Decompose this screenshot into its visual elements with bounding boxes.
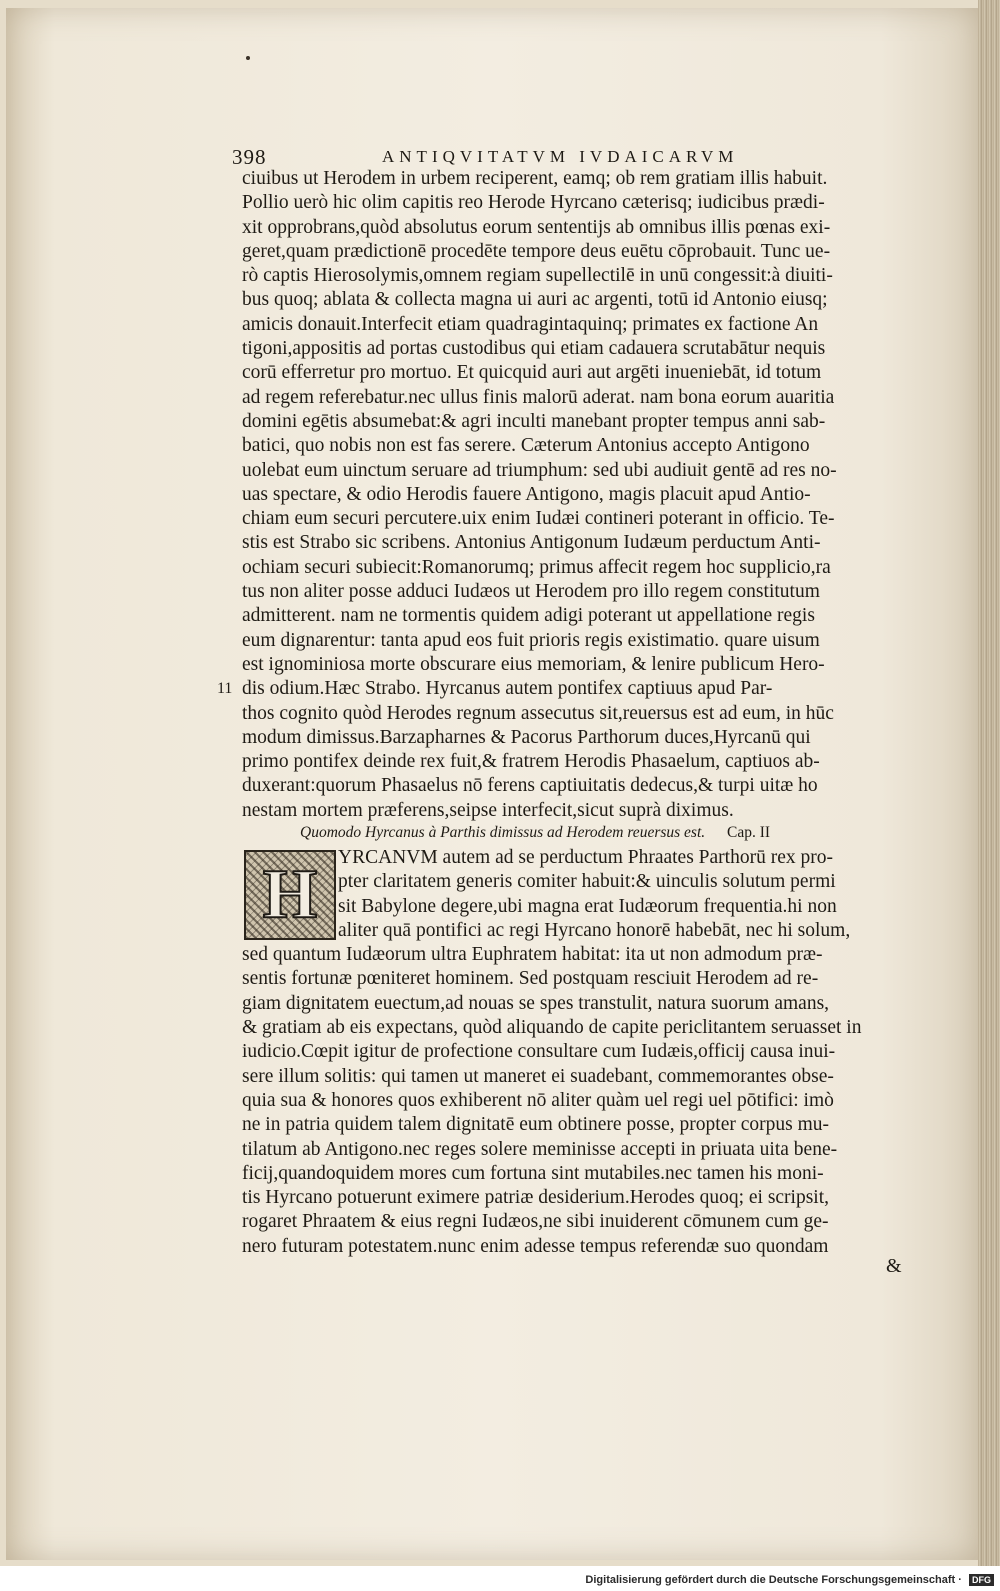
chapter-heading: [300, 824, 860, 846]
dfg-logo: DFG: [969, 1574, 994, 1586]
text-line: Pollio uerò hic olim capitis reo Herode Hyrcano cæterisq; iudicibus prædi-: [242, 192, 825, 214]
text-line: ciuibus ut Herodem in urbem reciperent, eamq; ob rem gratiam illis habuit.: [242, 168, 828, 189]
text-line: rò captis Hierosolymis,omnem regiam supellectilē in unū congessit:à diuiti-: [242, 265, 833, 287]
page-edges: [978, 0, 1000, 1566]
text-line: ficij,quandoquidem mores cum fortuna sint mutabiles.nec tamen his moni-: [242, 1162, 824, 1184]
page-header: [232, 145, 792, 169]
text-line: tis Hyrcano potuerunt eximere patriæ desiderium.Herodes quoq; ei scripsit,: [242, 1187, 830, 1209]
margin-number: 11: [217, 680, 233, 697]
text-line: duxerant:quorum Phasaelus nō ferens captiuitatis dedecus,& turpi uitæ ho: [242, 775, 818, 797]
text-line: nero futuram potestatem.nunc enim adesse tempus referendæ suo quondam: [242, 1235, 829, 1257]
text-line: giam dignitatem euectum,ad nouas se spes transtulit, natura suorum amans,: [242, 992, 830, 1014]
text-line: primo pontifex deinde rex fuit,& fratrem Herodis Phasaelum, captiuos ab-: [242, 751, 820, 773]
ink-spot: [246, 56, 250, 60]
text-line: rogaret Phraatem & eius regni Iudæos,ne sibi inuiderent cōmunem cum ge-: [242, 1211, 829, 1233]
text-line: chiam eum securi percutere.uix enim Iudæi contineri poterant in officio. Te-: [242, 508, 835, 530]
text-line: iudicio.Cœpit igitur de profectione consultare cum Iudæis,officij causa inui-: [242, 1041, 836, 1063]
catchword: &: [886, 1255, 902, 1277]
text-line: ochiam securi subiecit:Romanorumq; primus affecit regem hoc supplicio,ra: [242, 556, 831, 578]
text-line: geret,quam prædictionē procedēte tempore deus euētu cōprobauit. Tunc ue-: [242, 240, 831, 262]
text-line: ad regem referebatur.nec ullus finis malorū aderat. nam bona eorum auaritia: [242, 386, 835, 408]
initial-letter: H: [262, 856, 318, 933]
text-line: dis odium.Hæc Strabo. Hyrcanus autem pontifex captiuus apud Par-: [242, 678, 773, 700]
text-line: YRCANVM autem ad se perductum Phraates Parthorū rex pro-: [338, 847, 833, 868]
text-line: sere illum solitis: qui tamen ut maneret ei suadebant, commemorantes obse-: [242, 1065, 834, 1087]
text-line: xit opprobrans,quòd absolutus eorum sententijs ab omnibus illis pœnas exi-: [242, 216, 831, 238]
folio-number: 398: [232, 145, 267, 169]
text-line: bus quoq; ablata & collecta magna ui auri ac argenti, totū id Antonio eiusq;: [242, 289, 828, 311]
text-line: admitterent. nam ne tormentis quidem adigi poterant ut appellatione regis: [242, 605, 815, 627]
chapter-number: Cap. II: [727, 824, 771, 841]
text-line: tus non aliter posse adduci Iudæos ut Herodem pro illo regem constitutum: [242, 581, 820, 603]
text-line: sit Babylone degere,ubi magna erat Iudæorum frequentia.hi non: [338, 895, 837, 917]
running-title: ANTIQVITATVM IVDAICARVM: [382, 147, 739, 166]
text-line: est ignominiosa morte obscurare eius memoriam, & lenire publicum Hero-: [242, 653, 825, 675]
chapter-title: Quomodo Hyrcanus à Parthis dimissus ad Herodem reuersus est.: [300, 824, 706, 841]
body-text: [242, 167, 904, 823]
footer-text: Digitalisierung gefördert durch die Deutsche Forschungsgemeinschaft ·: [585, 1574, 962, 1586]
text-line: pter claritatem generis comiter habuit:& uinculis solutum permi: [338, 871, 836, 893]
text-line: uolebat eum uinctum seruare ad triumphum: sed ubi audiuit gentē ad res no-: [242, 459, 837, 481]
footer-credit: [585, 1574, 994, 1588]
text-line: aliter quā pontifici ac regi Hyrcano honorē habebāt, nec hi solum,: [338, 919, 851, 941]
text-line: corū efferretur pro mortuo. Et quicquid auri aut argēti inueniebāt, id totum: [242, 362, 822, 384]
text-line: eum dignarentur: tanta apud eos fuit prioris regis existimatio. quare uisum: [242, 629, 820, 651]
text-line: tilatum ab Antigono.nec reges solere meminisse accepti in priuata uita bene-: [242, 1138, 838, 1160]
text-line: nestam mortem præferens,seipse interfecit,sicut suprà diximus.: [242, 799, 734, 821]
text-line: batici, quo nobis non est fas serere. Cæterum Antonius accepto Antigono: [242, 435, 810, 457]
text-line: domini egētis absumebat:& agri inculti manebant propter tempus anni sab-: [242, 410, 826, 432]
text-line: modum dimissus.Barzapharnes & Pacorus Parthorum duces,Hyrcanū qui: [242, 726, 811, 748]
text-line: amicis donauit.Interfecit etiam quadragintaquinq; primates ex factione An: [242, 313, 819, 335]
chapter-text: [242, 846, 904, 1259]
text-line: quia sua & honores quos exhiberent nō aliter quàm uel regi uel pōtifici: imò: [242, 1089, 834, 1111]
text-line: ne in patria quidem talem dignitatē eum obtinere posse, propter corpus mu-: [242, 1114, 829, 1136]
text-line: tigoni,appositis ad portas custodibus qui etiam cadauera scrutabātur nequis: [242, 338, 826, 360]
text-line: & gratiam ab eis expectans, quòd aliquando de capite periclitantem seruasset in: [242, 1017, 862, 1039]
text-line: sed quantum Iudæorum ultra Euphratem habitat: ita ut non admodum præ-: [242, 944, 823, 966]
text-line: thos cognito quòd Herodes regnum assecutus sit,reuersus est ad eum, in hūc: [242, 702, 834, 724]
text-line: uas spectare, & odio Herodis fauere Antigono, magis placuit apud Antio-: [242, 483, 811, 505]
text-line: stis est Strabo sic scribens. Antonius Antigonum Iudæum perductum Anti-: [242, 532, 821, 554]
text-line: sentis fortunæ pœniteret hominem. Sed postquam resciuit Herodem ad re-: [242, 968, 819, 990]
